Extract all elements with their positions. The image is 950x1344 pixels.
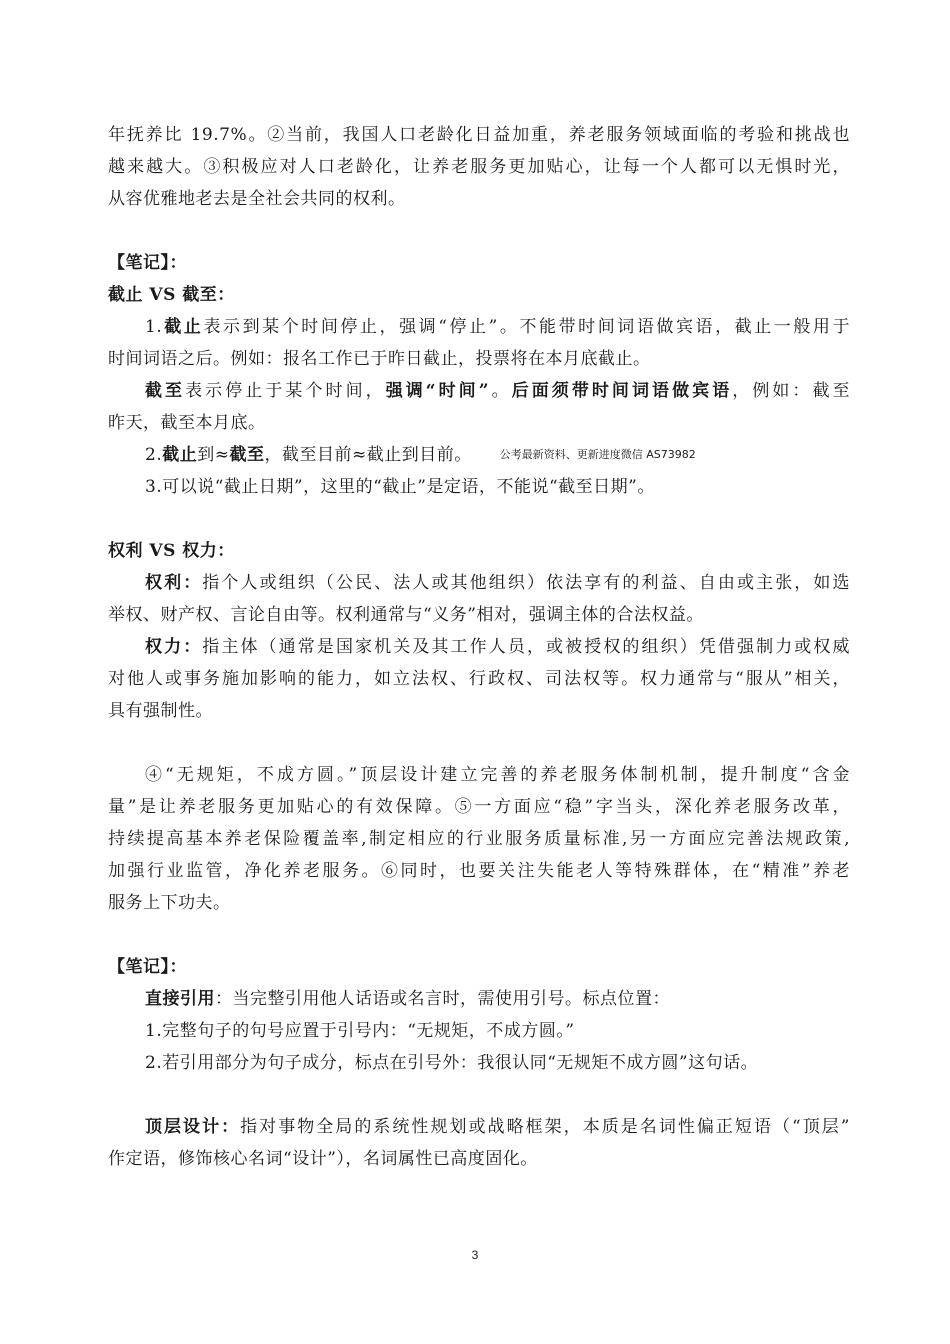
- page-number: 3: [471, 1248, 479, 1262]
- paragraph-line: 越来越大。③积极应对人口老龄化，让养老服务更加贴心，让每一个人都可以无惧时光，: [108, 157, 850, 177]
- note-line: 举权、财产权、言论自由等。权利通常与“义务”相对，强调主体的合法权益。: [108, 605, 704, 625]
- paragraph-line: 量”是让养老服务更加贴心的有效保障。⑤一方面应“稳”字当头，深化养老服务改革，: [108, 797, 850, 817]
- note-line: 权力：指主体（通常是国家机关及其工作人员，或被授权的组织）凭借强制力或权威: [145, 637, 851, 657]
- paragraph-line: 加强行业监管，净化养老服务。⑥同时，也要关注失能老人等特殊群体，在“精准”养老: [108, 861, 850, 881]
- note-line: 1.截止表示到某个时间停止，强调“停止”。不能带时间词语做宾语，截止一般用于: [145, 317, 850, 337]
- note-line: 2.截止到≈截至，截至目前≈截止到目前。 公考最新资料、更新进度微信 AS73982: [145, 445, 696, 465]
- paragraph-line: 从容优雅地老去是全社会共同的权利。: [108, 189, 406, 209]
- note-heading: 【笔记】：: [108, 253, 187, 273]
- note-line: 顶层设计：指对事物全局的系统性规划或战略框架，本质是名词性偏正短语（“顶层”: [145, 1117, 850, 1137]
- note-line: 直接引用：当完整引用他人话语或名言时，需使用引号。标点位置：: [145, 989, 670, 1009]
- note-line: 权利：指个人或组织（公民、法人或其他组织）依法享有的利益、自由或主张，如选: [145, 573, 851, 593]
- paragraph-line: 服务上下功夫。: [108, 893, 231, 913]
- section-title-jiezhi: 截止 VS 截至：: [108, 285, 235, 305]
- note-line: 时间词语之后。例如：报名工作已于昨日截止，投票将在本月底截止。: [108, 349, 651, 369]
- note-line: 具有强制性。: [108, 701, 213, 721]
- paragraph-line: 持续提高基本养老保险覆盖率,制定相应的行业服务质量标准,另一方面应完善法规政策,: [108, 829, 850, 849]
- section-title-quanli: 权利 VS 权力：: [108, 541, 235, 561]
- note-line: 对他人或事务施加影响的能力，如立法权、行政权、司法权等。权力通常与“服从”相关，: [108, 669, 850, 689]
- note-line: 昨天，截至本月底。: [108, 413, 266, 433]
- watermark-text: 公考最新资料、更新进度微信 AS73982: [499, 448, 696, 461]
- note-heading: 【笔记】：: [108, 957, 187, 977]
- paragraph-line: 年抚养比 19.7%。②当前，我国人口老龄化日益加重，养老服务领域面临的考验和挑战也: [108, 125, 850, 145]
- note-line: 3.可以说“截止日期”，这里的“截止”是定语，不能说“截至日期”。: [145, 477, 655, 497]
- note-line: 1.完整句子的句号应置于引号内：“无规矩，不成方圆。”: [145, 1021, 575, 1041]
- note-line: 作定语，修饰核心名词“设计”），名词属性已高度固化。: [108, 1149, 538, 1169]
- note-line: 截至表示停止于某个时间，强调“时间”。后面须带时间词语做宾语，例如：截至: [145, 381, 851, 401]
- paragraph-line: ④“无规矩，不成方圆。”顶层设计建立完善的养老服务体制机制，提升制度“含金: [145, 765, 850, 785]
- note-line: 2.若引用部分为句子成分，标点在引号外：我很认同“无规矩不成方圆”这句话。: [145, 1053, 759, 1073]
